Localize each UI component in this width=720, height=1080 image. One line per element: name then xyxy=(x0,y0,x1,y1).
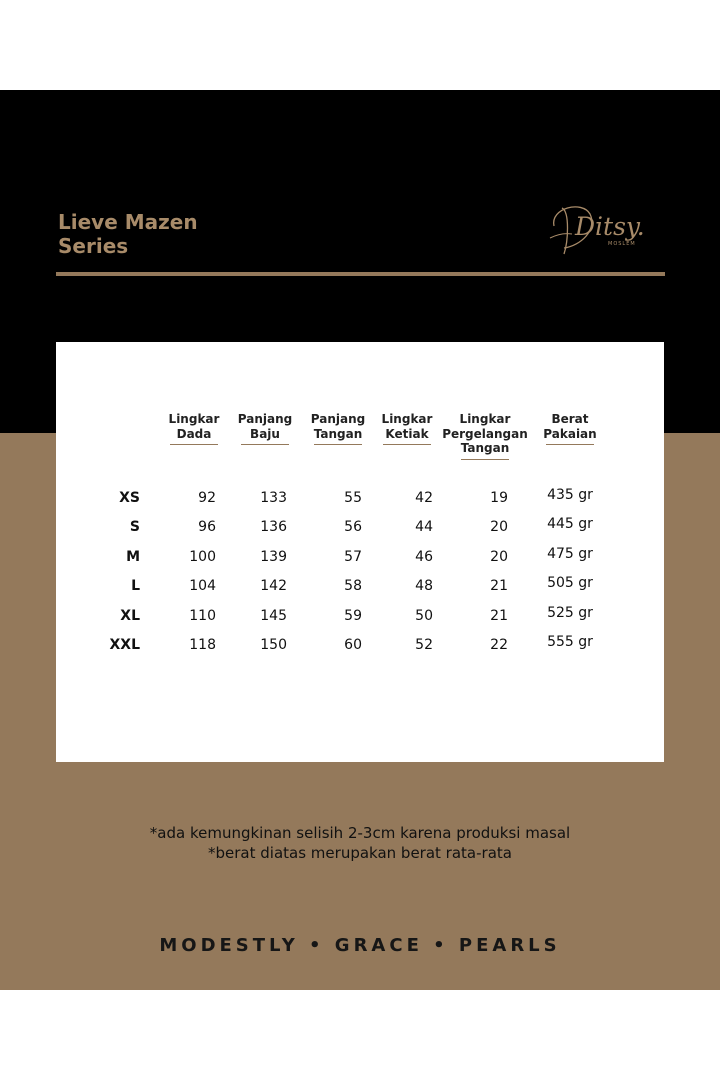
measurement-cell: 92 xyxy=(198,490,216,506)
size-label: M xyxy=(126,548,140,565)
measurement-cell: 110 xyxy=(189,607,216,624)
measurement-cell: 145 xyxy=(260,607,287,624)
series-title xyxy=(58,210,298,258)
measurement-cell: 22 xyxy=(490,637,508,653)
column-header-tangan-line: Panjang xyxy=(310,412,366,426)
ditsy-brand-logo xyxy=(548,202,672,260)
size-label: XS xyxy=(119,490,140,506)
brand-wordmark: Ditsy. xyxy=(575,212,645,241)
measurement-cell: 52 xyxy=(415,637,433,653)
size-label: L xyxy=(131,578,140,595)
size-label: XL xyxy=(120,607,140,624)
weight-cell: 435 gr xyxy=(547,487,593,503)
weight-cell: 445 gr xyxy=(547,516,593,533)
weight-cell: 505 gr xyxy=(547,575,593,592)
measurement-cell: 118 xyxy=(189,637,216,653)
column-header-dada-line: Lingkar xyxy=(168,412,220,426)
size-label: XXL xyxy=(109,637,140,653)
size-table xyxy=(56,342,664,762)
size-chart-poster xyxy=(0,90,720,990)
measurement-cell: 56 xyxy=(344,519,362,536)
column-header-underline xyxy=(241,444,289,445)
column-header-berat xyxy=(515,412,625,441)
series-title-line-2: Series xyxy=(58,234,129,258)
measurement-cell: 20 xyxy=(490,548,508,565)
measurement-cell: 142 xyxy=(260,578,287,595)
note-size-tolerance: *ada kemungkinan selisih 2-3cm karena produksi masal xyxy=(149,824,571,842)
column-header-dada-line: Dada xyxy=(176,426,212,441)
measurement-cell: 139 xyxy=(260,548,287,565)
measurement-cell: 136 xyxy=(260,519,287,536)
column-header-baju-line: Baju xyxy=(250,426,280,441)
measurement-cell: 21 xyxy=(490,578,508,595)
column-header-underline xyxy=(383,444,431,445)
column-header-underline xyxy=(314,444,362,445)
column-header-berat-line: Berat xyxy=(551,412,589,426)
measurement-cell: 104 xyxy=(189,578,216,595)
column-header-underline xyxy=(546,444,594,445)
note-average-weight: *berat diatas merupakan berat rata-rata xyxy=(208,844,512,862)
weight-cell: 555 gr xyxy=(547,634,593,650)
size-label: S xyxy=(129,519,140,536)
column-header-tangan-line: Tangan xyxy=(313,426,363,441)
column-header-ketiak-line: Lingkar xyxy=(381,412,433,426)
column-header-berat-line: Pakaian xyxy=(543,426,597,441)
measurement-cell: 21 xyxy=(490,607,508,624)
measurement-cell: 96 xyxy=(198,519,216,536)
measurement-cell: 46 xyxy=(415,548,433,565)
weight-cell: 475 gr xyxy=(547,545,593,562)
brand-tagline: MODESTLY • GRACE • PEARLS xyxy=(159,935,561,956)
header-divider xyxy=(56,272,665,276)
measurement-cell: 19 xyxy=(490,490,508,506)
column-header-ketiak-line: Ketiak xyxy=(385,426,429,441)
measurement-cell: 48 xyxy=(415,578,433,595)
column-header-pergelangan-line: Tangan xyxy=(460,441,510,455)
column-header-pergelangan-line: Lingkar xyxy=(459,412,511,426)
column-header-baju-line: Panjang xyxy=(237,412,293,426)
weight-cell: 525 gr xyxy=(547,604,593,621)
column-header-underline xyxy=(461,459,509,460)
column-header-pergelangan-line: Pergelangan xyxy=(442,426,528,441)
column-header-underline xyxy=(170,444,218,445)
measurement-cell: 50 xyxy=(415,607,433,624)
measurement-cell: 58 xyxy=(344,578,362,595)
brand-subline: MOSLEM xyxy=(608,241,636,247)
measurement-cell: 20 xyxy=(490,519,508,536)
size-chart-card xyxy=(56,342,664,762)
measurement-cell: 59 xyxy=(344,607,362,624)
measurement-cell: 44 xyxy=(415,519,433,536)
measurement-cell: 60 xyxy=(344,637,362,653)
measurement-cell: 100 xyxy=(189,548,216,565)
series-title-line-1: Lieve Mazen xyxy=(58,210,198,234)
measurement-cell: 133 xyxy=(260,490,287,506)
measurement-cell: 150 xyxy=(260,637,287,653)
measurement-cell: 57 xyxy=(344,548,362,565)
measurement-cell: 42 xyxy=(415,490,433,506)
measurement-cell: 55 xyxy=(344,490,362,506)
